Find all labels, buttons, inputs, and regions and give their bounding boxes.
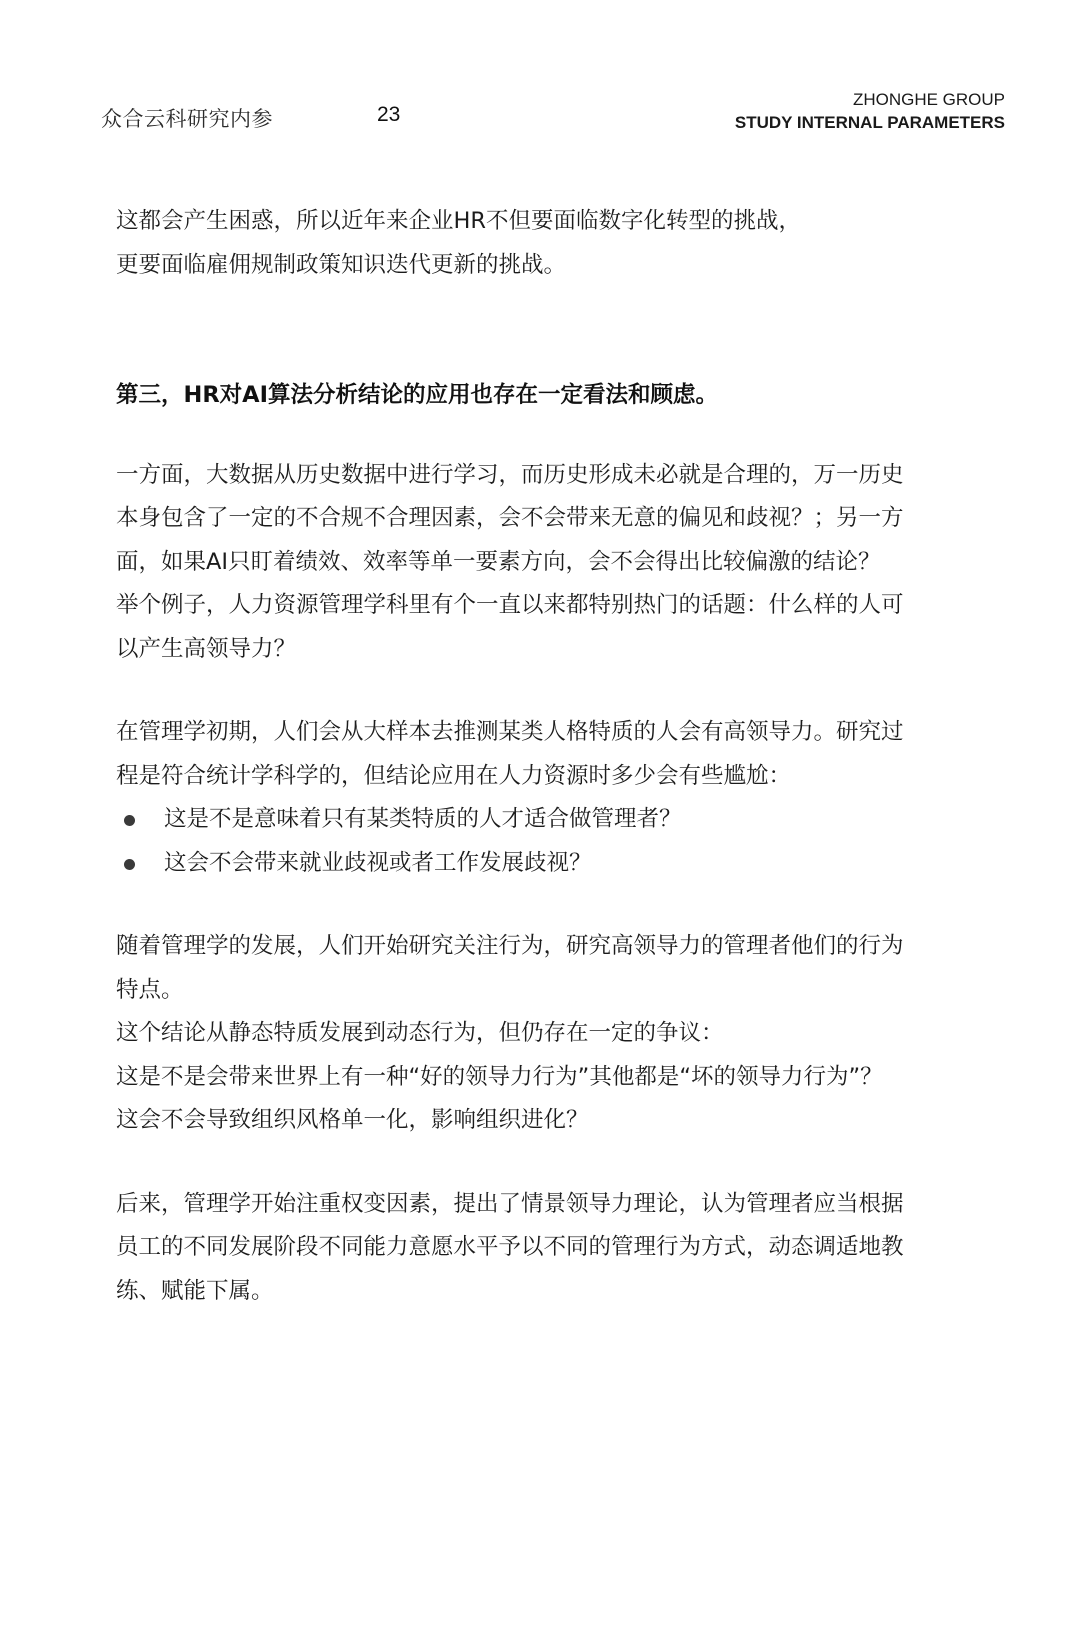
publication-title: 众合云科研究内参 xyxy=(101,107,273,131)
paragraph-line: 后来，管理学开始注重权变因素，提出了情景领导力理论，认为管理者应当根据 xyxy=(116,1190,904,1217)
paragraph-line: 本身包含了一定的不合规不合理因素，会不会带来无意的偏见和歧视？；另一方 xyxy=(116,505,904,531)
bullet-item xyxy=(116,798,966,842)
page-number: 23 xyxy=(377,103,401,126)
bullet-dot-icon xyxy=(124,815,135,826)
bullet-text: 这是不是意味着只有某类特质的人才适合做管理者？ xyxy=(164,806,682,832)
bullet-item xyxy=(116,842,966,886)
group-name: ZHONGHE GROUP xyxy=(852,90,1005,109)
paragraph-line: 随着管理学的发展，人们开始研究关注行为，研究高领导力的管理者他们的行为 xyxy=(116,933,904,959)
paragraph-line: 这个结论从静态特质发展到动态行为，但仍存在一定的争议： xyxy=(116,1020,724,1046)
paragraph-line: 以产生高领导力？ xyxy=(116,635,297,662)
paragraph-line: 举个例子，人力资源管理学科里有个一直以来都特别热门的话题：什么样的人可 xyxy=(116,592,904,618)
paragraph-line: 员工的不同发展阶段不同能力意愿水平予以不同的管理行为方式，动态调适地教 xyxy=(116,1234,904,1260)
intro-line: 更要面临雇佣规制政策知识迭代更新的挑战。 xyxy=(116,251,567,278)
group-header xyxy=(735,88,1005,134)
paragraph-line: 这是不是会带来世界上有一种“好的领导力行为”其他都是“坏的领导力行为”？ xyxy=(116,1063,883,1090)
paragraph-line: 特点。 xyxy=(116,976,184,1003)
paragraph-line: 在管理学初期，人们会从大样本去推测某类人格特质的人会有高领导力。研究过 xyxy=(116,719,904,745)
bullet-dot-icon xyxy=(124,859,135,870)
bullet-text: 这会不会带来就业歧视或者工作发展歧视？ xyxy=(164,849,592,876)
intro-line: 这都会产生困惑，所以近年来企业HR不但要面临数字化转型的挑战， xyxy=(116,208,802,234)
paragraph-line: 练、赋能下属。 xyxy=(116,1277,274,1304)
article-body xyxy=(116,200,966,1313)
paragraph-line: 这会不会导致组织风格单一化，影响组织进化？ xyxy=(116,1107,589,1133)
paragraph-line: 一方面，大数据从历史数据中进行学习，而历史形成未必就是合理的，万一历史 xyxy=(116,461,904,488)
paragraph-line: 程是符合统计学科学的，但结论应用在人力资源时多少会有些尴尬： xyxy=(116,762,792,789)
paragraph-line: 面，如果AI只盯着绩效、效率等单一要素方向，会不会得出比较偏激的结论？ xyxy=(116,548,881,575)
group-subtitle: STUDY INTERNAL PARAMETERS xyxy=(734,113,1005,132)
section-heading: 第三，HR对AI算法分析结论的应用也存在一定看法和顾虑。 xyxy=(116,382,718,408)
